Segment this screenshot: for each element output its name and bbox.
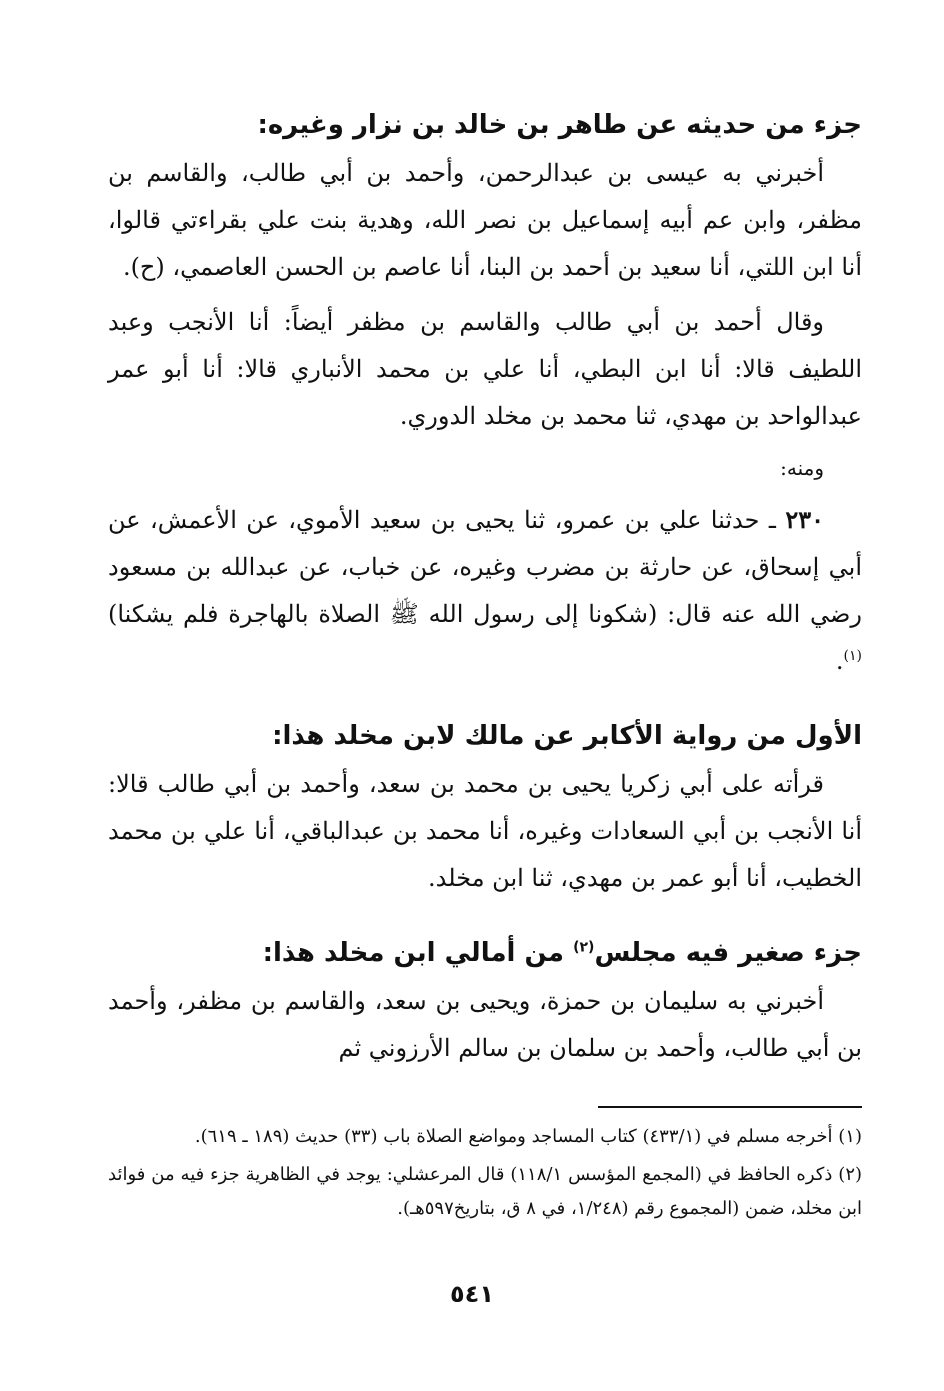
footnote-2: [108, 1158, 862, 1226]
paragraph-amali: أخبرني به سليمان بن حمزة، ويحيى بن سعد، والقاسم بن مظفر، وأحمد بن أبي طالب، وأحمد بن سلمان بن سالم الأرزوني ثم: [108, 987, 862, 1062]
footnote-2-number: (٢): [838, 1164, 863, 1185]
paragraph-isnad-2: وقال أحمد بن أبي طالب والقاسم بن مظفر أيضاً: أنا الأنجب وعبد اللطيف قالا: أنا ابن البطي، أنا علي بن محمد الأنباري قالا: أنا أبو عمر عبدالواحد بن مهدي، ثنا محمد بن مخلد الدوري.: [108, 308, 862, 430]
footnote-2-text: ذكره الحافظ في (المجمع المؤسس ١١٨/١) قال المرعشلي: يوجد في الظاهرية جزء فيه من فوائد ابن مخلد، ضمن (المجموع رقم (١/٢٤٨، في ٨ ق، بتاريخ٥٩٧هـ).: [108, 1164, 862, 1219]
heading-part-1: جزء صغير فيه مجلس: [594, 938, 862, 968]
section-heading-tahir: جزء من حديثه عن طاهر بن خالد بن نزار وغيره:: [257, 110, 862, 140]
heading-part-2: من أمالي ابن مخلد هذا:: [262, 938, 565, 968]
hadith-end: .: [835, 647, 844, 675]
section-heading-amali: [108, 928, 862, 978]
hadith-number: ٢٣٠: [785, 505, 824, 534]
footnote-ref-2[interactable]: (٢): [573, 939, 595, 956]
footnote-1-text: أخرجه مسلم في (٤٣٣/١) كتاب المساجد ومواضع الصلاة باب (٣٣) حديث (١٨٩ ـ ٦١٩).: [194, 1126, 833, 1147]
section-heading-akabir: الأول من رواية الأكابر عن مالك لابن مخلد هذا:: [272, 721, 862, 751]
footnotes: [108, 1120, 862, 1230]
footnote-1: [108, 1120, 862, 1154]
hadith-text: ـ حدثنا علي بن عمرو، ثنا يحيى بن سعيد الأموي، عن الأعمش، عن أبي إسحاق، عن حارثة بن مضرب وغيره، عن خباب، عن عبدالله بن مسعود رضي الله عنه قال: (شكونا إلى رسول الله ﷺ الصلاة بالهاجرة فلم يشكنا): [108, 506, 862, 628]
hadith-230: [108, 496, 862, 685]
footnote-divider: [598, 1106, 862, 1108]
footnote-ref-1[interactable]: (١): [843, 648, 862, 664]
page-number: ٥٤١: [450, 1280, 494, 1308]
page-body: [108, 100, 862, 1080]
label-minhu: ومنه:: [780, 456, 824, 480]
paragraph-akabir: قرأته على أبي زكريا يحيى بن محمد بن سعد، وأحمد بن أبي طالب قالا: أنا الأنجب بن أبي السعادات وغيره، أنا محمد بن عبدالباقي، أنا علي بن محمد الخطيب، أنا أبو عمر بن مهدي، ثنا ابن مخلد.: [108, 770, 863, 892]
footnote-1-number: (١): [838, 1126, 862, 1147]
paragraph-isnad-1: أخبرني به عيسى بن عبدالرحمن، وأحمد بن أبي طالب، والقاسم بن مظفر، وابن عم أبيه إسماعيل بن نصر الله، وهدية بنت علي بقراءتي قالوا، أنا ابن اللتي، أنا سعيد بن أحمد بن البنا، أنا عاصم بن الحسن العاصمي، (ح).: [108, 159, 862, 281]
